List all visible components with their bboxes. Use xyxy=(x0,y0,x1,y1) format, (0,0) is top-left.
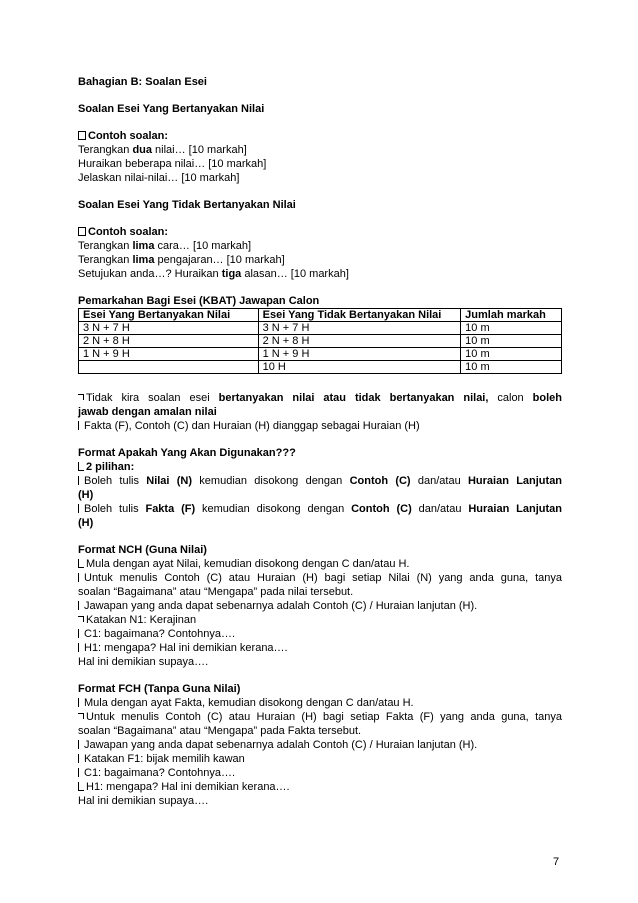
format-option-1-tail: (H) xyxy=(78,489,94,501)
table-header: Jumlah markah xyxy=(461,309,562,322)
section2-title: Soalan Esei Yang Tidak Bertanyakan Nilai xyxy=(78,199,296,211)
section1-example-label: Contoh soalan: xyxy=(78,130,562,144)
table-cell: 1 N + 9 H xyxy=(79,348,259,361)
fch-line-2: Untuk menulis Contoh (C) atau Huraian (H) bagi setiap Fakta (F) yang anda guna, tanya xyxy=(78,711,562,725)
table-cell: 3 N + 7 H xyxy=(79,322,259,335)
nch-title: Format NCH (Guna Nilai) xyxy=(78,544,207,556)
fch-title: Format FCH (Tanpa Guna Nilai) xyxy=(78,683,241,695)
note-line-1: Tidak kira soalan esei bertanyakan nilai atau tidak bertanyakan nilai, calon boleh xyxy=(78,392,562,406)
bullet-icon xyxy=(78,768,82,777)
bullet-icon xyxy=(78,421,82,430)
fch-line-6: C1: bagaimana? Contohnya…. xyxy=(78,767,562,781)
fch-line-5: Katakan F1: bijak memilih kawan xyxy=(78,753,562,767)
fch-line-8: Hal ini demikian supaya…. xyxy=(78,795,209,807)
table-cell xyxy=(79,361,259,374)
format-title: Format Apakah Yang Akan Digunakan??? xyxy=(78,447,296,459)
table-row xyxy=(79,348,562,361)
nch-line-8: Hal ini demikian supaya…. xyxy=(78,656,209,668)
section1-line-1: Terangkan dua nilai… [10 markah] xyxy=(78,144,247,156)
checkbox-bullet-icon xyxy=(78,227,86,236)
table-row xyxy=(79,335,562,348)
bullet-icon xyxy=(78,629,82,638)
section2-line-3: Setujukan anda…? Huraikan tiga alasan… [10 markah] xyxy=(78,268,349,280)
section-heading: Bahagian B: Soalan Esei xyxy=(78,76,207,88)
note-line-2: jawab dengan amalan nilai xyxy=(78,406,217,418)
page-number: 7 xyxy=(553,856,560,868)
bullet-icon xyxy=(78,754,82,763)
table-cell: 10 H xyxy=(258,361,461,374)
section2-line-2: Terangkan lima pengajaran… [10 markah] xyxy=(78,254,285,266)
nch-line-5: Katakan N1: Kerajinan xyxy=(78,614,562,628)
table-title: Pemarkahan Bagi Esei (KBAT) Jawapan Calon xyxy=(78,295,320,307)
format-option-1: Boleh tulis Nilai (N) kemudian disokong dengan Contoh (C) dan/atau Huraian Lanjutan xyxy=(78,475,562,489)
nch-line-3: soalan “Bagaimana” atau “Mengapa” pada nilai tersebut. xyxy=(78,586,354,598)
fch-line-1: Mula dengan ayat Fakta, kemudian disokong dengan C dan/atau H. xyxy=(78,697,562,711)
format-option-2-tail: (H) xyxy=(78,517,94,529)
nch-line-4: Jawapan yang anda dapat sebenarnya adalah Contoh (C) / Huraian lanjutan (H). xyxy=(78,600,562,614)
tick-bullet-icon xyxy=(78,394,84,400)
fch-line-3: soalan “Bagaimana” atau “Mengapa” pada Fakta tersebut. xyxy=(78,725,362,737)
table-cell: 1 N + 9 H xyxy=(258,348,461,361)
tick-bullet-icon xyxy=(78,713,84,719)
table-row xyxy=(79,322,562,335)
bullet-icon xyxy=(78,573,82,582)
marking-table xyxy=(78,308,562,374)
section2-example-label: Contoh soalan: xyxy=(78,226,562,240)
nch-line-6: C1: bagaimana? Contohnya…. xyxy=(78,628,562,642)
bullet-icon xyxy=(78,476,82,485)
tick-bullet-icon xyxy=(78,616,84,622)
table-cell: 10 m xyxy=(461,348,562,361)
table-cell: 2 N + 8 H xyxy=(79,335,259,348)
table-cell: 2 N + 8 H xyxy=(258,335,461,348)
corner-bullet-icon xyxy=(78,462,84,471)
nch-line-2: Untuk menulis Contoh (C) atau Huraian (H) bagi setiap Nilai (N) yang anda guna, tanya xyxy=(78,572,562,586)
bullet-icon xyxy=(78,601,82,610)
table-cell: 3 N + 7 H xyxy=(258,322,461,335)
table-cell: 10 m xyxy=(461,322,562,335)
format-option-2: Boleh tulis Fakta (F) kemudian disokong dengan Contoh (C) dan/atau Huraian Lanjutan xyxy=(78,503,562,517)
section1-line-3: Jelaskan nilai-nilai… [10 markah] xyxy=(78,172,240,184)
note-line-3: Fakta (F), Contoh (C) dan Huraian (H) dianggap sebagai Huraian (H) xyxy=(78,420,562,434)
bullet-icon xyxy=(78,643,82,652)
bullet-icon xyxy=(78,698,82,707)
table-header-row xyxy=(79,309,562,322)
corner-bullet-icon xyxy=(78,782,84,791)
section1-title: Soalan Esei Yang Bertanyakan Nilai xyxy=(78,103,265,115)
table-header: Esei Yang Tidak Bertanyakan Nilai xyxy=(258,309,461,322)
table-header: Esei Yang Bertanyakan Nilai xyxy=(79,309,259,322)
table-cell: 10 m xyxy=(461,335,562,348)
section2-line-1: Terangkan lima cara… [10 markah] xyxy=(78,240,252,252)
marking-table-wrap xyxy=(78,308,562,374)
corner-bullet-icon xyxy=(78,559,84,568)
fch-line-4: Jawapan yang anda dapat sebenarnya adalah Contoh (C) / Huraian lanjutan (H). xyxy=(78,739,562,753)
format-choices: 2 pilihan: xyxy=(78,461,562,475)
table-row xyxy=(79,361,562,374)
checkbox-bullet-icon xyxy=(78,131,86,140)
section1-line-2: Huraikan beberapa nilai… [10 markah] xyxy=(78,158,267,170)
nch-line-7: H1: mengapa? Hal ini demikian kerana…. xyxy=(78,642,562,656)
nch-line-1: Mula dengan ayat Nilai, kemudian disokong dengan C dan/atau H. xyxy=(78,558,562,572)
table-cell: 10 m xyxy=(461,361,562,374)
bullet-icon xyxy=(78,504,82,513)
bullet-icon xyxy=(78,740,82,749)
fch-line-7: H1: mengapa? Hal ini demikian kerana…. xyxy=(78,781,562,795)
